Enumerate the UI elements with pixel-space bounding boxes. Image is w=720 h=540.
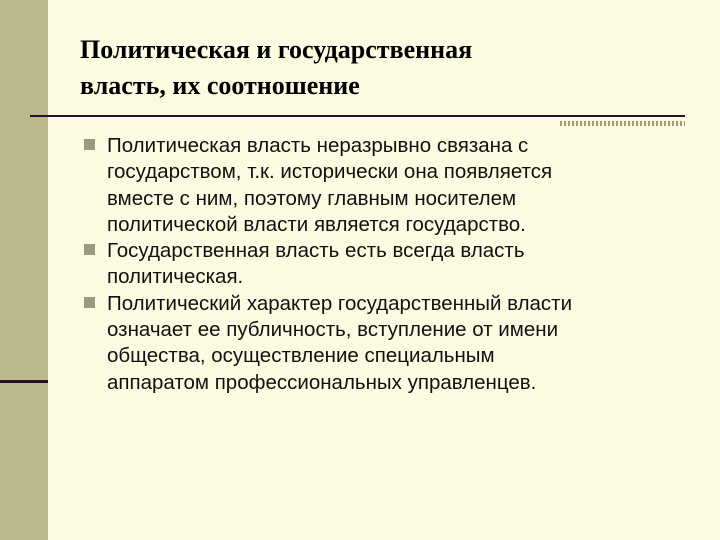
band-divider [0,380,48,383]
title-line: Политическая и государственная [80,35,473,64]
bullet-text-line: Политическая власть неразрывно связана с [107,134,529,157]
bullet-text-line: политической власти является государство. [107,212,526,236]
bullet-text-line: политическая. [107,265,244,289]
square-bullet-icon [84,139,95,150]
bullet-text-line: общества, осуществление специальным [107,344,495,368]
bullet-text-line: Государственная власть есть всегда власть [107,239,525,263]
bullet-item [82,291,702,396]
bullet-list [82,133,702,396]
square-bullet-icon [84,244,95,255]
bullet-text-line: означает ее публичность, вступление от имени [107,318,559,342]
bullet-text-line: Политический характер государственный власти [107,291,573,315]
bullet-text-line: государством, т.к. исторически она появляется [107,160,553,184]
bullet-text-line: вместе с ним, поэтому главным носителем [107,186,517,210]
square-bullet-icon [84,297,95,308]
bullet-item [82,133,702,238]
bullet-item [82,238,702,291]
title-underline-accent [560,121,685,126]
bullet-text-line: аппаратом профессиональных управленцев. [107,370,537,394]
slide-title [80,32,690,104]
left-decorative-band [0,0,48,540]
title-line: власть, их соотношение [80,71,360,100]
title-underline [30,115,685,117]
